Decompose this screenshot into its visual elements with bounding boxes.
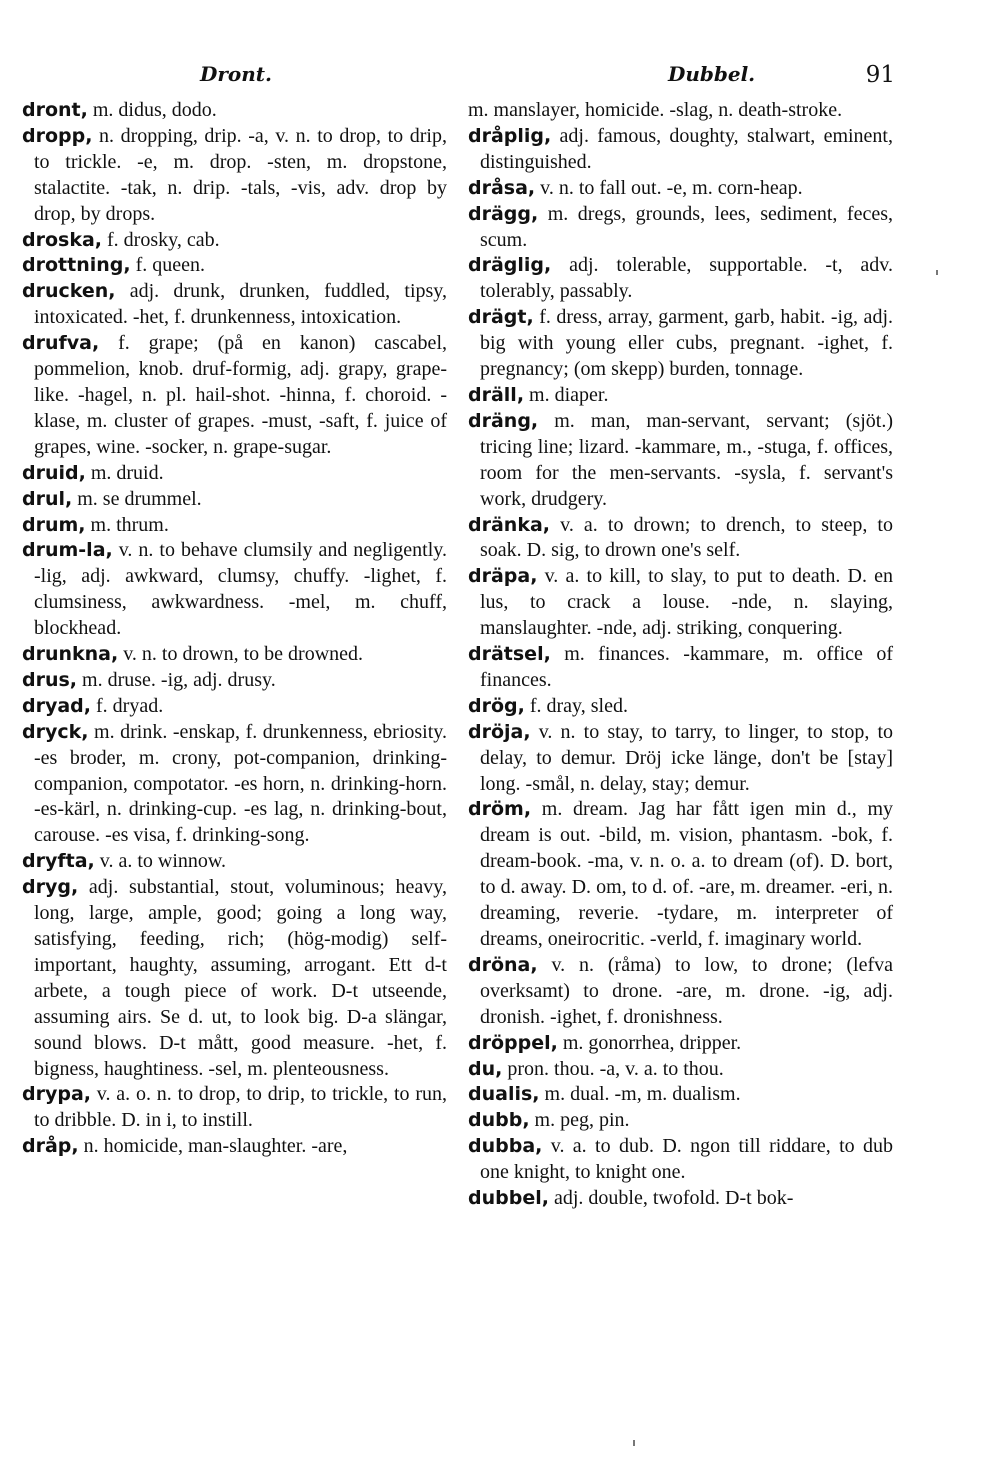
dictionary-entry <box>468 202 893 254</box>
dictionary-entry <box>468 564 893 642</box>
entry-headword: drottning, <box>22 254 131 277</box>
entry-definition: m. peg, pin. <box>529 1109 630 1132</box>
entry-headword: dråsa, <box>468 176 536 199</box>
entry-definition: v. n. to behave clumsily and negligently. -lig, adj. awkward, clumsy, chuffy. -lighet, f. clumsiness, awkwardness. -mel, m. chuff, blockhead. <box>34 539 447 640</box>
entry-headword: dubbel, <box>468 1187 549 1210</box>
entry-definition: m. man, man-servant, servant; (sjöt.) tricing line; lizard. -kammare, m., -stuga, f. offices, room for the men-servants. -sysla, f. servant's work, drudgery. <box>480 409 893 510</box>
entry-definition: f. queen. <box>130 254 205 277</box>
dictionary-entry <box>22 331 447 461</box>
dictionary-entry <box>468 720 893 798</box>
dictionary-entry <box>22 849 447 875</box>
entry-headword: drul, <box>22 487 73 510</box>
entry-definition: m. thrum. <box>85 513 169 536</box>
entry-headword: dräglig, <box>468 254 552 277</box>
entry-headword: drufva, <box>22 332 100 355</box>
entry-headword: dröja, <box>468 720 531 743</box>
dictionary-entry <box>468 1082 893 1108</box>
dictionary-entry <box>468 797 893 952</box>
entry-definition: adj. famous, doughty, stalwart, eminent, distinguished. <box>480 124 893 173</box>
entry-definition: m. se drummel. <box>72 487 202 510</box>
entry-headword: druid, <box>22 461 86 484</box>
left-guide-word: Dront. <box>200 62 272 86</box>
entry-headword: drägg, <box>468 202 539 225</box>
entry-definition: v. a. to winnow. <box>94 850 227 873</box>
entry-headword: dräng, <box>468 409 539 432</box>
dictionary-entry <box>22 668 447 694</box>
dictionary-entry <box>468 1031 893 1057</box>
entry-headword: drägt, <box>468 306 534 329</box>
entry-headword: drög, <box>468 694 525 717</box>
entry-definition: m. gonorrhea, dripper. <box>557 1031 742 1054</box>
entry-headword: drypa, <box>22 1083 91 1106</box>
entry-headword: dryg, <box>22 876 79 899</box>
dictionary-entry <box>22 228 447 254</box>
entry-headword: droska, <box>22 228 103 251</box>
entry-definition: v. n. to drown, to be drowned. <box>118 643 364 666</box>
entry-definition: m. didus, dodo. <box>87 99 217 121</box>
entry-headword: dröppel, <box>468 1031 558 1054</box>
entry-definition: m. dual. -m, m. dualism. <box>539 1083 741 1106</box>
dictionary-entry <box>22 461 447 487</box>
dictionary-entry <box>468 253 893 305</box>
dictionary-entry <box>22 98 447 124</box>
entry-definition: adj. substantial, stout, voluminous; heavy, long, large, ample, good; going a long way, satisfying, feeding, rich; (hög-modig) self-important, haughty, assuming, arrogant. Ett d-t arbete, a tough piece of work. D-t utseende, assuming airs. Se d. ut, to look big. D-a slängar, sound blows. D-t mått, good measure. -het, f. bigness, haughtiness. -sel, m. plenteousness. <box>34 876 447 1080</box>
entry-headword: dränka, <box>468 513 550 536</box>
entry-headword: drus, <box>22 668 78 691</box>
entry-headword: dråp, <box>22 1135 79 1158</box>
dictionary-entry <box>468 124 893 176</box>
entry-definition: m. manslayer, homicide. -slag, n. death-stroke. <box>468 99 843 121</box>
dictionary-entry <box>22 875 447 1082</box>
entry-headword: dubb, <box>468 1109 530 1132</box>
dictionary-entry <box>22 720 447 850</box>
dictionary-entry <box>468 694 893 720</box>
dictionary-entry <box>22 1082 447 1134</box>
dictionary-entry <box>468 1108 893 1134</box>
entry-definition: m. druse. -ig, adj. drusy. <box>77 668 276 691</box>
right-guide-word: Dubbel. <box>668 62 756 86</box>
entry-headword: drunkna, <box>22 643 119 666</box>
dictionary-entry <box>22 1134 447 1160</box>
dictionary-entry <box>22 513 447 539</box>
entry-headword: dropp, <box>22 124 93 147</box>
dictionary-entry <box>468 383 893 409</box>
dictionary-entry <box>468 1134 893 1186</box>
entry-definition: adj. drunk, drunken, fuddled, tipsy, intoxicated. -het, f. drunkenness, intoxication. <box>34 280 447 329</box>
dictionary-entry <box>468 953 893 1031</box>
entry-definition: v. n. to stay, to tarry, to linger, to stop, to delay, to demur. Dröj icke länge, don't be [stay] long. -smål, n. delay, stay; demur. <box>480 720 893 795</box>
entry-definition: m. dregs, grounds, lees, sediment, feces, scum. <box>480 202 893 251</box>
dictionary-entry <box>22 694 447 720</box>
entry-definition: f. drosky, cab. <box>102 228 220 251</box>
entry-definition: v. n. to fall out. -e, m. corn-heap. <box>535 176 803 199</box>
dictionary-entry <box>22 279 447 331</box>
entry-definition: n. dropping, drip. -a, v. n. to drop, to drip, to trickle. -e, m. drop. -sten, m. dropstone, stalactite. -tak, n. drip. -tals, -vis, adv. drop by drop, by drops. <box>34 124 447 225</box>
right-column <box>468 98 893 1212</box>
dictionary-entry <box>22 253 447 279</box>
entry-definition: f. dress, array, garment, garb, habit. -ig, adj. big with young eller cubs, pregnant. -ighet, f. pregnancy; (om skepp) burden, tonnage. <box>480 306 893 381</box>
entry-definition: m. finances. -kammare, m. office of finances. <box>480 643 893 691</box>
left-column <box>22 98 447 1160</box>
entry-headword: drum-la, <box>22 539 113 562</box>
entry-headword: dront, <box>22 99 88 121</box>
running-header <box>20 62 895 92</box>
dictionary-entry <box>468 642 893 694</box>
page-number: 91 <box>865 62 895 88</box>
entry-headword: dröm, <box>468 798 532 821</box>
dictionary-entry <box>468 513 893 565</box>
entry-definition: adj. tolerable, supportable. -t, adv. tolerably, passably. <box>480 254 893 303</box>
entry-definition: v. a. to drown; to drench, to steep, to soak. D. sig, to drown one's self. <box>480 513 893 562</box>
dictionary-entry <box>468 409 893 513</box>
entry-headword: du, <box>468 1057 503 1080</box>
entry-definition: adj. double, twofold. D-t bok- <box>548 1187 794 1210</box>
entry-definition: v. a. to kill, to slay, to put to death. D. en lus, to crack a louse. -nde, n. slaying, manslaughter. -nde, adj. striking, conquering. <box>480 565 893 640</box>
entry-headword: dualis, <box>468 1083 540 1106</box>
entry-definition: v. n. (råma) to low, to drone; (lefva overksamt) to drone. -are, m. drone. -ig, adj. dronish. -ighet, f. dronishness. <box>480 953 893 1028</box>
entry-headword: dräpa, <box>468 565 538 588</box>
entry-headword: drätsel, <box>468 643 551 666</box>
entry-definition: m. dream. Jag har fått igen min d., my dream is out. -bild, m. vision, phantasm. -bok, f. dream-book. -ma, v. n. o. a. to dream (of). D. bort, to d. away. D. om, to d. of. -are, m. dreamer. -eri, n. dreaming, reverie. -tydare, m. interpreter of dreams, oneirocritic. -verld, f. imaginary world. <box>480 798 893 950</box>
entry-headword: dräll, <box>468 383 525 406</box>
entry-headword: dryfta, <box>22 850 95 873</box>
dictionary-entry <box>22 642 447 668</box>
entry-definition: m. drink. -enskap, f. drunkenness, ebriosity. -es broder, m. crony, pot-companion, drinking-companion, compotator. -es horn, n. drinking-horn. -es-kärl, n. drinking-cup. -es lag, n. drinking-bout, carouse. -es visa, f. drinking-song. <box>34 720 447 847</box>
entry-definition: pron. thou. -a, v. a. to thou. <box>502 1057 724 1080</box>
dictionary-entry <box>468 176 893 202</box>
entry-headword: drum, <box>22 513 86 536</box>
entry-headword: dryad, <box>22 694 91 717</box>
entry-definition: m. diaper. <box>524 383 609 406</box>
entry-definition: n. homicide, man-slaughter. -are, <box>78 1135 348 1158</box>
entry-headword: dubba, <box>468 1135 543 1158</box>
entry-headword: dröna, <box>468 953 538 976</box>
dictionary-entry <box>22 538 447 642</box>
entry-definition: v. a. to dub. D. ngon till riddare, to dub one knight, to knight one. <box>480 1135 893 1184</box>
scan-speck <box>936 270 938 275</box>
entry-definition: v. a. o. n. to drop, to drip, to trickle, to run, to dribble. D. in i, to instill. <box>34 1083 447 1132</box>
dictionary-entry <box>468 1057 893 1083</box>
dictionary-entry <box>468 305 893 383</box>
entry-definition: f. dryad. <box>91 694 164 717</box>
entry-definition: m. druid. <box>85 461 164 484</box>
scan-speck <box>633 1440 635 1446</box>
dictionary-entry <box>22 487 447 513</box>
dictionary-entry <box>22 124 447 228</box>
entry-headword: dryck, <box>22 720 89 743</box>
dictionary-entry <box>468 1186 893 1212</box>
dictionary-entry <box>468 98 893 124</box>
entry-headword: drucken, <box>22 280 116 303</box>
entry-definition: f. dray, sled. <box>524 694 628 717</box>
entry-headword: dråplig, <box>468 124 552 147</box>
entry-definition: f. grape; (på en kanon) cascabel, pommelion, knob. druf-formig, adj. grapy, grape-like. -hagel, n. pl. hail-shot. -hinna, f. choroid. -klase, m. cluster of grapes. -must, -saft, f. juice of grapes, wine. -socker, n. grape-sugar. <box>34 332 447 458</box>
